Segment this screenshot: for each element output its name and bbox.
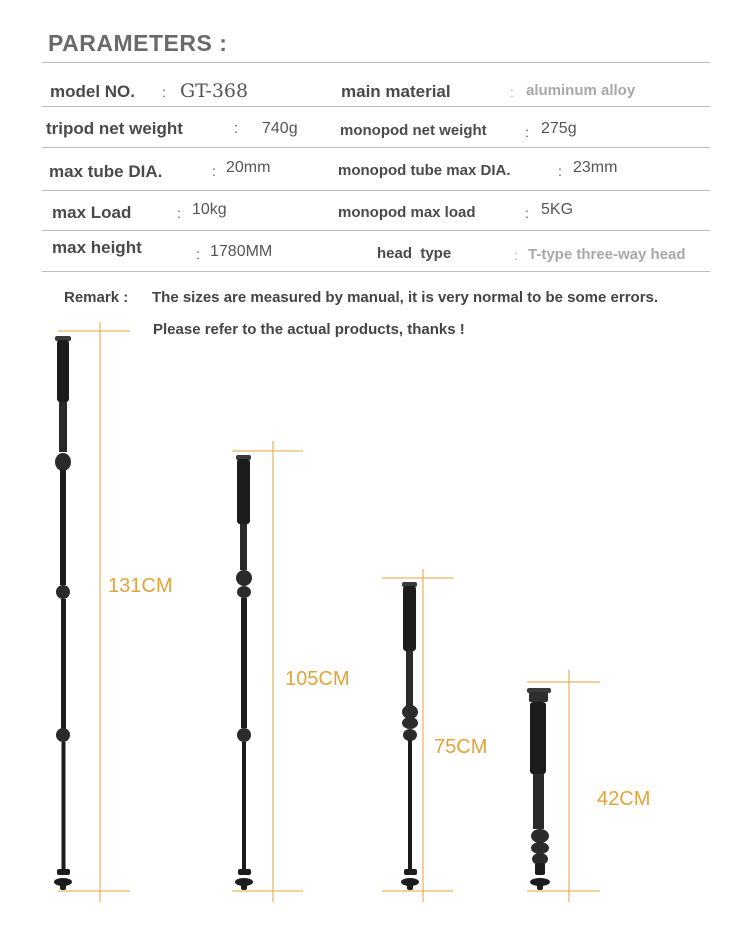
remark-label: Remark : [64, 289, 129, 306]
monopod-collapsed [527, 688, 551, 890]
param-colon: : [177, 205, 181, 221]
param-label-max-load: max Load [52, 203, 132, 222]
param-colon: : [558, 163, 562, 179]
param-label-model: model NO. [50, 82, 136, 101]
param-value-monopod-weight: 275g [541, 120, 577, 137]
param-value-monopod-max-load: 5KG [541, 201, 574, 218]
param-colon: : [212, 163, 216, 179]
param-colon: : [525, 205, 529, 221]
param-value-monopod-tube-dia: 23mm [573, 159, 618, 176]
param-value-max-tube-dia: 20mm [226, 159, 271, 176]
param-label-head-type: head type [377, 245, 452, 262]
param-value-max-load: 10kg [192, 201, 227, 218]
param-colon: : [525, 124, 529, 140]
param-colon: : [162, 84, 166, 100]
param-label-max-height: max height [52, 238, 142, 257]
page-title: PARAMETERS : [48, 30, 228, 56]
param-label-max-tube-dia: max tube DIA. [49, 162, 163, 181]
param-label-monopod-max-load: monopod max load [338, 204, 476, 221]
remark-line-1: The sizes are measured by manual, it is very normal to be some errors. [152, 289, 659, 306]
param-value-model: GT-368 [180, 80, 249, 102]
remark-line-2: Please refer to the actual products, thanks ! [153, 321, 465, 338]
dimension-label-105: 105CM [285, 668, 350, 690]
dimension-label-42: 42CM [597, 788, 651, 810]
param-label-monopod-weight: monopod net weight [340, 122, 487, 139]
dimension-label-131: 131CM [108, 575, 173, 597]
dimension-label-75: 75CM [434, 736, 488, 758]
monopod-half-extended [401, 582, 419, 890]
param-value-head-type: T-type three-way head [528, 246, 686, 263]
param-value-main-material: aluminum alloy [526, 82, 636, 99]
param-label-monopod-tube-dia: monopod tube max DIA. [338, 162, 511, 179]
param-colon: : [514, 247, 518, 263]
param-colon: : [510, 84, 514, 100]
param-label-main-material: main material [341, 82, 451, 101]
param-colon: : [196, 246, 200, 262]
monopod-partially-extended [235, 455, 253, 890]
param-label-tripod-weight: tripod net weight [46, 119, 183, 138]
param-value-max-height: 1780MM [210, 243, 273, 260]
param-value-tripod-weight: 740g [262, 120, 298, 137]
monopod-fully-extended [54, 336, 72, 890]
param-colon: : [234, 120, 239, 137]
